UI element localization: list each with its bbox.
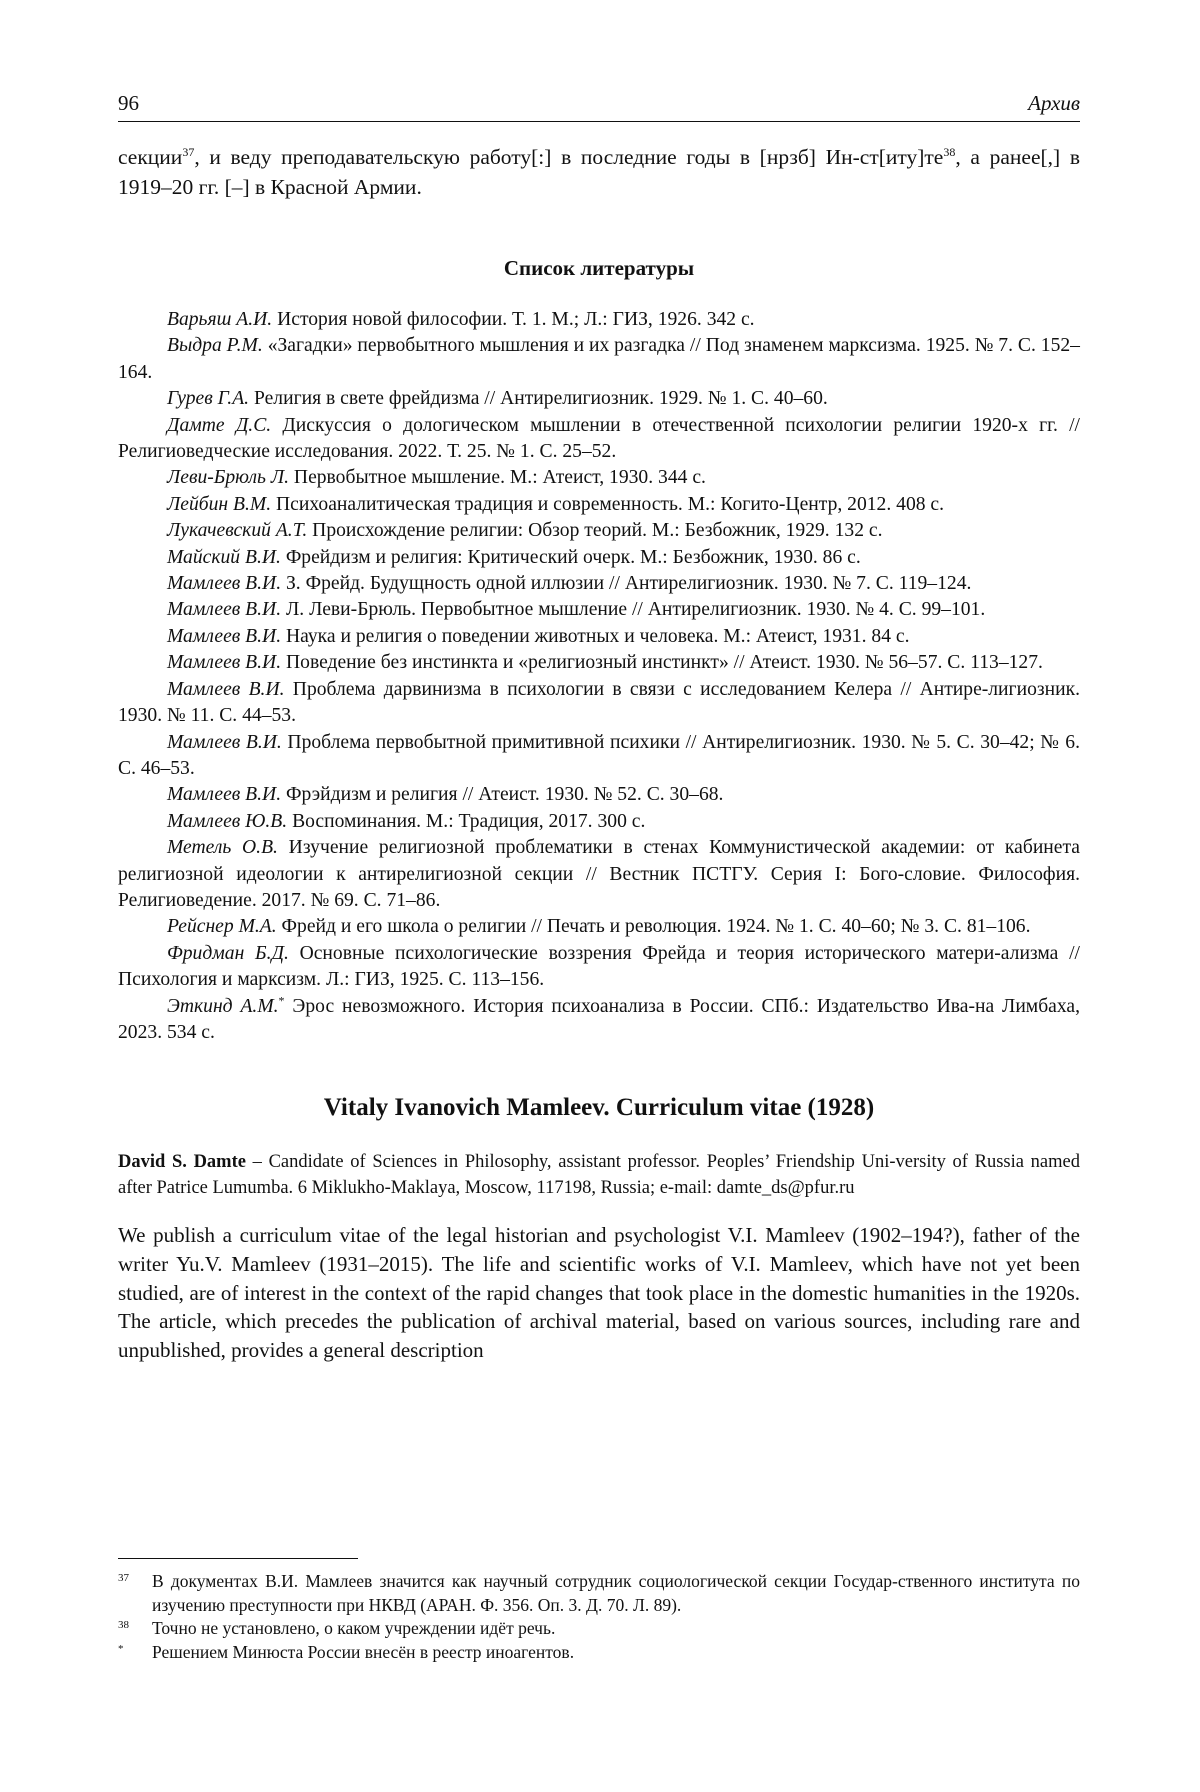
reference-item [118,518,1080,544]
reference-item [118,650,1080,676]
reference-text: Происхождение религии: Обзор теорий. М.: Безбожник, 1929. 132 с. [307,520,883,542]
main-content [118,142,1080,1364]
reference-author: Фридман Б.Д. [167,942,289,964]
reference-text: «Загадки» первобытного мышления и их разгадка // Под знаменем марксизма. 1925. № 7. С. 152–164. [118,335,1080,383]
reference-text: Фрэйдизм и религия // Атеист. 1930. № 52. С. 30–68. [281,784,724,806]
reference-author: Мамлеев В.И. [167,625,282,647]
references-list [118,307,1080,1046]
reference-author: Леви-Брюль Л. [167,467,290,489]
reference-text: Первобытное мышление. М.: Атеист, 1930. 344 с. [289,467,706,489]
intro-text-3: , а ранее[,] в 1919–20 гг. [–] в Красной Армии. [118,145,1081,199]
footnote-38 [118,1617,1080,1641]
footnote-ref-38[interactable]: 38 [943,144,956,159]
reference-author: Метель О.В. [167,837,278,859]
footnote-ref-star[interactable]: * [278,993,285,1008]
reference-author: Мамлеев В.И. [167,573,282,595]
reference-text: Л. Леви-Брюль. Первобытное мышление // Антирелигиозник. 1930. № 4. С. 99–101. [281,599,986,621]
reference-item [118,307,1080,333]
reference-text: Проблема первобытной примитивной психики // Антирелигиозник. 1930. № 5. С. 30–42; № 6. С. 46–53. [118,731,1080,779]
footnote-37 [118,1570,1080,1617]
reference-item [118,333,1080,386]
reference-author: Майский В.И. [167,546,281,568]
reference-text: Фрейд и его школа о религии // Печать и революция. 1924. № 1. С. 40–60; № 3. С. 81–106. [276,916,1031,938]
reference-item [118,782,1080,808]
reference-author: Гурев Г.А. [167,388,250,410]
page-number: 96 [118,91,139,115]
author-info [118,1150,1080,1201]
footnotes [118,1570,1080,1664]
intro-paragraph [118,142,1080,202]
reference-item [118,413,1080,466]
footnote-text: Точно не установлено, о каком учреждении идёт речь. [152,1618,556,1639]
reference-text: Поведение без инстинкта и «религиозный инстинкт» // Атеист. 1930. № 56–57. С. 113–127. [281,652,1043,674]
reference-item [118,465,1080,491]
reference-author: Выдра Р.М. [167,335,263,357]
reference-item [118,994,1080,1047]
reference-text: История новой философии. Т. 1. М.; Л.: ГИЗ, 1926. 342 с. [272,309,755,330]
footnote-mark: 37 [118,1572,129,1584]
reference-text: Наука и религия о поведении животных и человека. М.: Атеист, 1931. 84 с. [281,625,910,647]
reference-author: Эткинд А.М. [167,995,279,1017]
reference-author: Лукачевский А.Т. [167,520,308,542]
reference-text: Психоаналитическая традиция и современность. М.: Когито-Центр, 2012. 408 с. [271,493,945,515]
intro-text-1: секции [118,145,183,169]
reference-text: Воспоминания. М.: Традиция, 2017. 300 с. [287,810,646,832]
reference-item [118,597,1080,623]
references-heading: Список литературы [503,256,695,280]
reference-author: Мамлеев В.И. [167,652,282,674]
reference-text: Проблема дарвинизма в психологии в связи с исследованием Келера // Антире-лигиозник. 1930. № 11. С. 44–53. [118,678,1080,727]
reference-author: Варьяш А.И. [167,309,273,330]
footnote-mark: 38 [118,1619,129,1632]
reference-item [118,730,1080,783]
english-article-title: Vitaly Ivanovich Mamleev. Curriculum vitae (1928) [323,1094,875,1122]
footnote-mark: * [118,1642,124,1655]
reference-author: Лейбин В.М. [167,493,272,515]
intro-text-2: , и веду преподавательскую работу[:] в последние годы в [нрзб] Ин-ст[иту]те [194,145,944,169]
reference-text: Религия в свете фрейдизма // Антирелигиозник. 1929. № 1. С. 40–60. [249,388,828,410]
reference-author: Рейснер М.А. [167,916,277,938]
reference-item [118,571,1080,597]
reference-item [118,624,1080,650]
footnote-divider [118,1558,358,1559]
reference-author: Мамлеев В.И. [167,678,285,700]
reference-author: Дамте Д.С. [167,414,272,436]
author-name: David S. Damte [118,1152,246,1173]
reference-item [118,492,1080,518]
reference-text: Основные психологические воззрения Фрейда и теория исторического матери-ализма // Психология и марксизм. Л.: ГИЗ, 1925. С. 113–156. [118,942,1080,991]
reference-item [118,914,1080,940]
abstract-paragraph: We publish a curriculum vitae of the legal historian and psychologist V.I. Mamleev (1902–194?), father of the writer Yu.V. Mamleev (1931–2015). The life and scientific works of V.I. Mamleev, which have not yet been studied, are of interest in the context of the rapid changes that took place in the domestic humanities in the 1920s. The article, which precedes the publication of archival material, based on various sources, including rare and unpublished, provides a general description [118,1223,1080,1362]
reference-text: Изучение религиозной проблематики в стенах Коммунистической академии: от кабинета религиозной идеологии к антирелигиозной секции // Вестник ПСТГУ. Серия I: Бого-словие. Философия. Религиоведение. 2017. № 69. С. 71–86. [118,837,1080,911]
reference-text: Дискуссия о дологическом мышлении в отечественной психологии религии 1920-х гг. // Религиоведческие исследования. 2022. Т. 25. № 1. С. 25–52. [118,414,1080,463]
author-details: – Candidate of Sciences in Philosophy, assistant professor. Peoples’ Friendship Uni-versity of Russia named after Patrice Lumumba. 6 Miklukho-Maklaya, Moscow, 117198, Russia; e-mail: damte_ds@pfur.ru [118,1152,1080,1198]
reference-author: Мамлеев В.И. [167,784,282,806]
reference-item [118,941,1080,994]
reference-item [118,545,1080,571]
reference-author: Мамлеев В.И. [167,731,282,753]
reference-item [118,809,1080,835]
reference-text: Эрос невозможного. История психоанализа в России. СПб.: Издательство Ива-на Лимбаха, 2023. 534 с. [118,995,1081,1043]
reference-item [118,835,1080,914]
page-header [118,88,1080,122]
footnote-text: Решением Минюста России внесён в реестр иноагентов. [152,1641,575,1662]
reference-author: Мамлеев В.И. [167,599,282,621]
reference-item [118,677,1080,730]
reference-text: З. Фрейд. Будущность одной иллюзии // Антирелигиозник. 1930. № 7. С. 119–124. [281,573,972,595]
footnote-star [118,1641,1080,1665]
footnote-ref-37[interactable]: 37 [182,144,195,159]
reference-author: Мамлеев Ю.В. [167,810,288,832]
journal-section-title: Архив [1028,91,1080,115]
reference-item [118,386,1080,412]
footnote-text: В документах В.И. Мамлеев значится как научный сотрудник социологической секции Государ-ственного института по изучению преступности при НКВД (АРАН. Ф. 356. Оп. 3. Д. 70. Л. 89). [152,1571,1080,1615]
reference-text: Фрейдизм и религия: Критический очерк. М.: Безбожник, 1930. 86 с. [280,546,861,568]
